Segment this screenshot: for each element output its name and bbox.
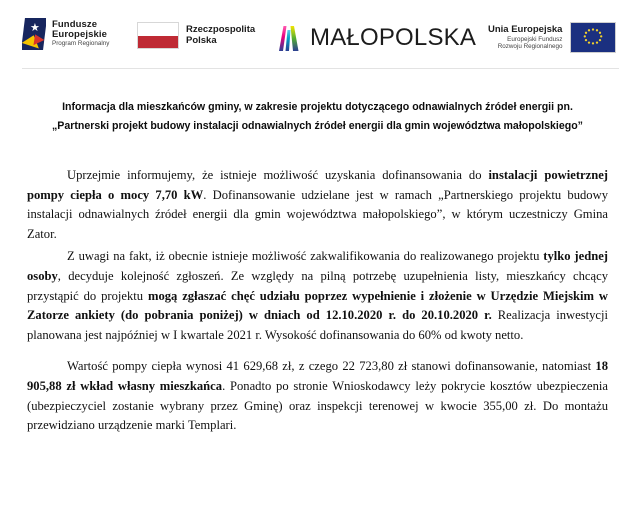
fundusze-europejskie-star-icon: [22, 18, 46, 50]
ue-line-3: Rozwoju Regionalnego: [497, 43, 563, 51]
page-title: [38, 98, 597, 136]
rzeczpospolita-wordmark: [186, 25, 255, 46]
ue-line-1: Unia Europejska: [488, 24, 563, 36]
logo-rzeczpospolita-polska: [137, 22, 255, 49]
paragraph-2: [27, 247, 608, 345]
p3-segment-2: . Ponadto po stronie Wnioskodawcy leży pokrycie kosztów ubezpieczenia (ubezpieczyciel zostanie wybrany przez Gminę) oraz inspekcji terenowej w kwocie 355,00 zł. Do montażu przewidziano urządzenie marki Templari.: [27, 378, 608, 433]
rp-line-2: Polska: [186, 34, 217, 46]
header-divider: [22, 68, 619, 69]
logo-unia-europejska: [488, 22, 616, 53]
fe-line-1: Fundusze: [52, 18, 98, 30]
malopolska-m-icon: [277, 24, 303, 52]
p3-segment-1: Wartość pompy ciepła wynosi 41 629,68 zł, z czego 22 723,80 zł stanowi dofinansowanie, natomiast: [67, 359, 596, 374]
title-line-1: Informacja dla mieszkańców gminy, w zakresie projektu dotyczącego odnawialnych źródeł energii: [62, 101, 555, 113]
p2-segment-1: Z uwagi na fakt, iż obecnie istnieje możliwość zakwalifikowania do realizowanego projektu: [67, 249, 544, 264]
p1-segment-1: Uprzejmie informujemy, że istnieje możliwość uzyskania dofinansowania do: [67, 168, 489, 182]
title-line-2: pn. „Partnerski projekt budowy instalacji odnawialnych źródeł energii dla gmin województwa: [52, 101, 573, 132]
poland-flag-icon: [137, 22, 179, 49]
rp-line-1: Rzeczpospolita: [186, 23, 256, 35]
document-body: [27, 166, 608, 436]
eu-flag-icon: [570, 22, 616, 53]
ue-line-2: Europejski Fundusz: [507, 35, 563, 43]
p2-segment-3: Realizacja inwestycji planowana jest najpóźniej w I kwartale 2021 r. Wysokość dofinansowania do 60% od kwoty netto.: [27, 308, 608, 342]
malopolska-wordmark: MAŁOPOLSKA: [310, 24, 477, 51]
p3-bold-own-contribution: 18 905,88 zł wkład własny mieszkańca: [27, 359, 608, 393]
fundusze-europejskie-wordmark: [52, 20, 109, 48]
p2-bold-submission-dates: mogą zgłaszać chęć udziału poprzez wypełnienie i złożenie w Urzędzie Miejskim w Zatorze ankiety (do pobrania poniżej) w dniach od 12.10.2020 r. do 20.10.2020 r.: [27, 288, 608, 323]
p1-bold-heat-pump: instalacji powietrznej pompy ciepła o mocy 7,70 kW: [27, 168, 608, 202]
logo-malopolska: [277, 24, 476, 52]
fe-line-3: Program Regionalny: [52, 40, 110, 48]
title-line-3: małopolskiego”: [503, 120, 583, 132]
paragraph-3: [27, 357, 608, 435]
logo-fundusze-europejskie: [22, 18, 109, 50]
fe-line-2: Europejskie: [52, 28, 107, 40]
logo-header-strip: [0, 0, 635, 70]
p1-segment-2: . Dofinansowanie udzielane jest w ramach „Partnerskiego projektu budowy instalacji odnawialnych źródeł energii dla gmin województwa małopolskiego”, w którym uczestniczy Gmina Zator.: [27, 187, 608, 241]
p2-segment-2: , decyduje kolejność zgłoszeń. Ze względy na pilną potrzebę uzupełnienia listy, mieszkańcy chcący przystąpić do projektu: [27, 268, 608, 303]
unia-europejska-wordmark: [488, 24, 562, 50]
p2-bold-one-person: tylko jednej osoby: [27, 249, 608, 283]
paragraph-1: [27, 166, 608, 244]
